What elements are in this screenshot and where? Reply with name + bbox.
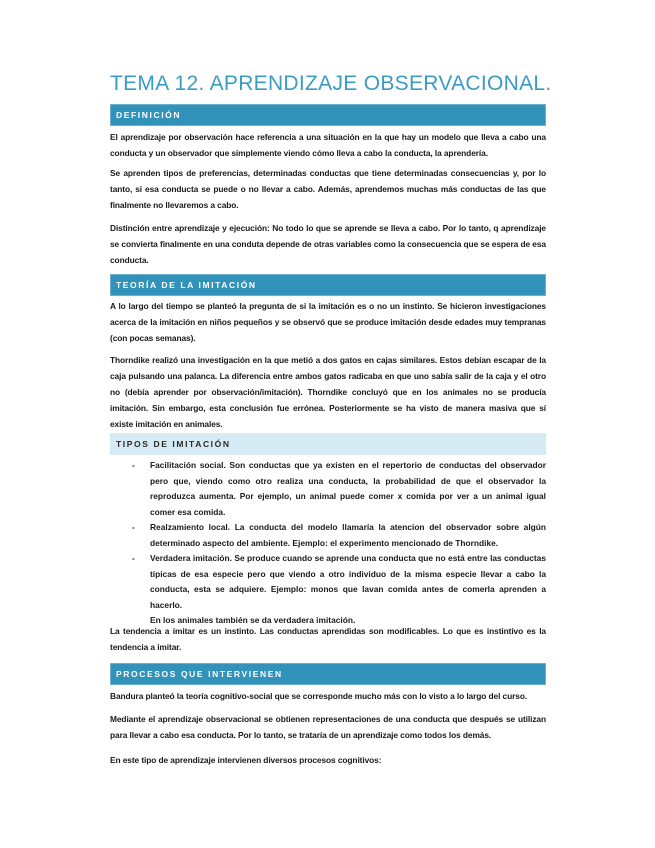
paragraph: El aprendizaje por observación hace referencia a una situación en la que hay un modelo que lleva a cabo una conducta y un observador que simplemente viendo cómo lleva a cabo la conducta, la aprendería.: [110, 132, 546, 158]
bullet-dash: -: [132, 553, 135, 563]
imitation-types-list: [110, 458, 546, 629]
paragraph: Thorndike realizó una investigación en la que metió a dos gatos en cajas similares. Estos debían escapar de la caja pulsando una palanca. La diferencia entre ambos gatos radicaba en que uno sabía salir de la caja y el otro no (debía aprender por observación/imitación). Thorndike concluyó que en los animales no se producía imitación. Sin embargo, esta conclusión fue errónea. Posteriormente se ha visto de manera masiva que sí existe imitación en animales.: [110, 355, 546, 429]
paragraph: En este tipo de aprendizaje intervienen diversos procesos cognitivos:: [110, 755, 382, 765]
document-title: TEMA 12. APRENDIZAJE OBSERVACIONAL.: [110, 72, 552, 95]
section-heading-teoria: TEORÍA DE LA IMITACIÓN: [110, 274, 546, 296]
list-item-text: Realzamiento local. La conducta del modelo llamaría la atencion del observador sobre algún determinado aspecto del ambiente. Ejemplo: el experimento mencionado de Thorndike.: [150, 522, 546, 548]
paragraph: La tendencia a imitar es un instinto. Las conductas aprendidas son modificables. Lo que es instintivo es la tendencia a imitar.: [110, 626, 546, 652]
paragraph: Se aprenden tipos de preferencias, determinadas conductas que tiene determinadas consecuencias y, por lo tanto, si esa conducta se puede o no llevar a cabo. Además, aprendemos muchas más conductas de las que finalmente no llevaremos a cabo.: [110, 168, 546, 210]
paragraph: Distinción entre aprendizaje y ejecución: No todo lo que se aprende se lleva a cabo. Por lo tanto, q aprendizaje se convierta finalmente en una conduta depende de otras variables como la consecuencia que se espera de esa conducta.: [110, 223, 546, 265]
paragraph: Mediante el aprendizaje observacional se obtienen representaciones de una conducta que después se utilizan para llevar a cabo esa conducta. Por lo tanto, se trataría de un aprendizaje como todos los demás.: [110, 714, 546, 740]
paragraph: A lo largo del tiempo se planteó la pregunta de si la imitación es o no un instinto. Se hicieron investigaciones acerca de la imitación en niños pequeños y se observó que se produce imitación desde edades muy tempranas (con pocas semanas).: [110, 301, 546, 343]
list-item-text: Verdadera imitación. Se produce cuando se aprende una conducta que no está entre las conductas típicas de esa especie pero que viendo a otro individuo de la misma especie llevar a cabo la conducta, esta se adquiere. Ejemplo: monos que lavan comida antes de comerla aprenden a hacerlo.: [150, 553, 546, 610]
paragraph: Bandura planteó la teoría cognitivo-social que se corresponde mucho más con lo visto a lo largo del curso.: [110, 691, 528, 701]
list-item: [110, 551, 546, 629]
bullet-dash: -: [132, 522, 135, 532]
bullet-dash: -: [132, 460, 135, 470]
list-item-note: En los animales también se da verdadera imitación.: [150, 615, 356, 625]
section-heading-tipos: TIPOS DE IMITACIÓN: [110, 433, 546, 455]
list-item: [110, 458, 546, 520]
list-item-text: Facilitación social. Son conductas que ya existen en el repertorio de conductas del observador pero que, viendo como otro realiza una conducta, la probabilidad de que el observador la reproduzca aumenta. Por ejemplo, un animal puede comer x comida por ver a un animal igual comer esa comida.: [150, 460, 546, 517]
list-item: [110, 520, 546, 551]
section-heading-definicion: DEFINICIÓN: [110, 104, 546, 126]
section-heading-procesos: PROCESOS QUE INTERVIENEN: [110, 663, 546, 685]
